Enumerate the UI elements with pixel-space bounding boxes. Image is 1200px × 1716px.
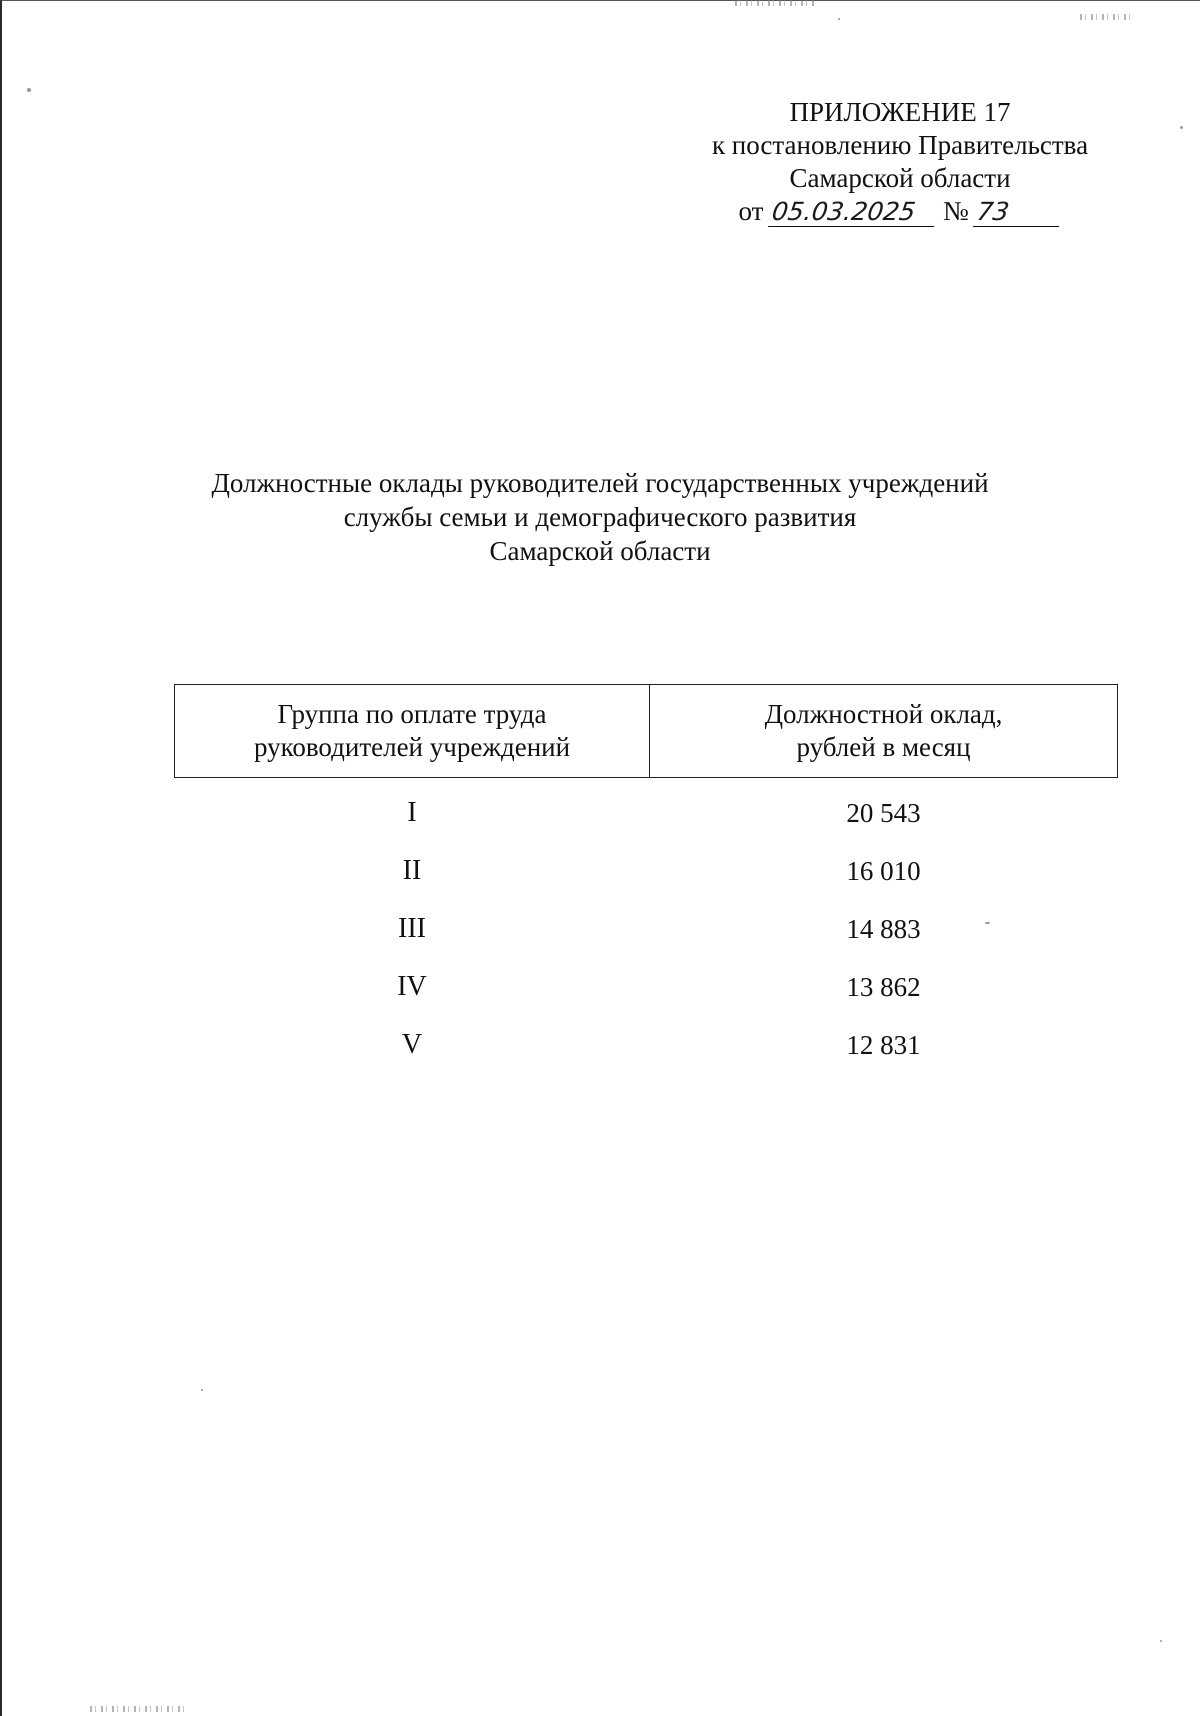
- title-line-3: Самарской области: [489, 536, 711, 566]
- scan-noise-bottom: [90, 1706, 185, 1712]
- table-row: [175, 1016, 1118, 1074]
- title-line-1: Должностные оклады руководителей государственных учреждений: [211, 468, 989, 498]
- scan-noise-top: [735, 0, 815, 6]
- group-cell: II: [402, 855, 422, 886]
- table-row: [175, 778, 1118, 843]
- salary-cell: 12 831: [846, 1029, 921, 1060]
- handwritten-number: 73: [973, 198, 1063, 227]
- header-salary-line-1: Должностной оклад,: [764, 699, 1003, 729]
- date-prefix: от: [738, 196, 764, 226]
- title-line-2: службы семьи и демографического развития: [343, 502, 857, 532]
- scan-speck: [838, 18, 840, 20]
- group-cell: V: [401, 1029, 423, 1060]
- group-cell: III: [398, 913, 426, 944]
- salary-table: [174, 684, 1118, 1074]
- group-cell: I: [407, 797, 417, 828]
- scan-noise-top-right: [1080, 14, 1135, 20]
- handwritten-date: 05.03.2025: [768, 198, 938, 227]
- salary-cell: 16 010: [846, 855, 921, 886]
- salary-cell: 14 883: [846, 913, 921, 944]
- header-salary: [650, 685, 1118, 778]
- salary-cell: 20 543: [846, 797, 921, 828]
- header-group: [175, 685, 650, 778]
- appendix-date-line: [690, 195, 1110, 228]
- appendix-block: [690, 96, 1110, 228]
- header-group-line-2: руководителей учреждений: [253, 732, 571, 762]
- document-title: [150, 466, 1050, 568]
- scan-speck: [1180, 126, 1183, 129]
- scan-speck: [1160, 1640, 1162, 1642]
- scan-speck: [201, 1389, 203, 1391]
- table-row: [175, 958, 1118, 1016]
- salary-cell: 13 862: [846, 971, 921, 1002]
- table-row: [175, 842, 1118, 900]
- header-group-line-1: Группа по оплате труда: [277, 699, 547, 729]
- scan-speck: [27, 88, 31, 92]
- group-cell: IV: [397, 971, 427, 1002]
- table-row: [175, 900, 1118, 958]
- number-label: №: [942, 196, 969, 226]
- table-header-row: [175, 685, 1118, 778]
- appendix-heading: ПРИЛОЖЕНИЕ 17: [789, 97, 1011, 127]
- appendix-reference: к постановлению Правительства: [711, 130, 1089, 160]
- header-salary-line-2: рублей в месяц: [796, 732, 971, 762]
- appendix-region: Самарской области: [789, 163, 1011, 193]
